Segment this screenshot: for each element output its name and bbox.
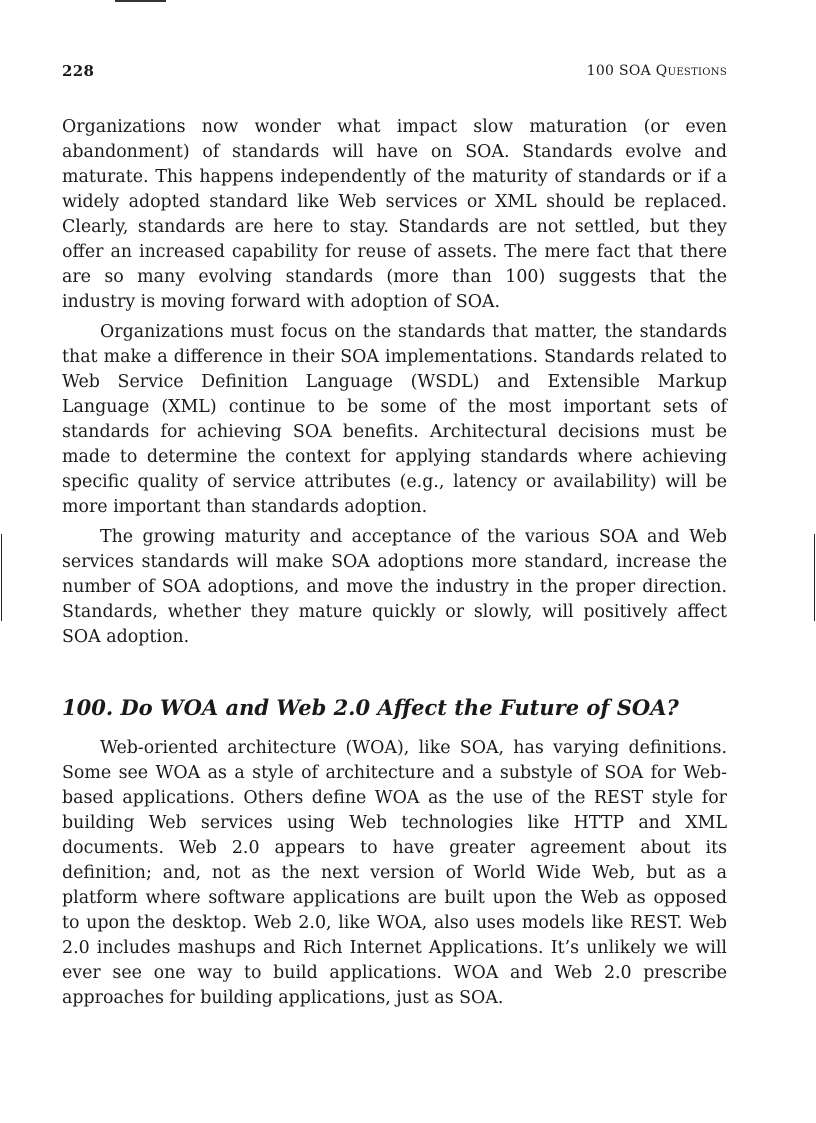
left-edge-mark	[1, 534, 2, 621]
paragraph-standards-adoption: The growing maturity and acceptance of the various SOA and Web services standards will make SOA adoptions more standard, increase the number of SOA adoptions, and move the industry in the proper direction. Standards, whether they mature quickly or slowly, will positively affect SOA adoption.	[62, 527, 727, 647]
section-heading: 100. Do WOA and Web 2.0 Affect the Future of SOA?	[62, 695, 679, 720]
paragraph-woa-web20: Web-oriented architecture (WOA), like SOA, has varying definitions. Some see WOA as a style of architecture and a substyle of SOA for Web-based applications. Others define WOA as the use of the REST style for building Web services using Web technologies like HTTP and XML documents. Web 2.0 appears to have greater agreement about its definition; and, not as the next version of World Wide Web, but as a platform where software applications are built upon the Web as opposed to upon the desktop. Web 2.0, like WOA, also uses models like REST. Web 2.0 includes mashups and Rich Internet Applications. It’s unlikely we will ever see one way to build applications. WOA and Web 2.0 prescribe approaches for building applications, just as SOA.	[62, 738, 727, 1008]
top-rule	[115, 0, 166, 2]
paragraph-standards-maturation: Organizations now wonder what impact slow maturation (or even abandonment) of standards will have on SOA. Standards evolve and maturate. This happens independently of the maturity of standards or if a widely adopted standard like Web services or XML should be replaced. Clearly, standards are here to stay. Standards are not settled, but they offer an increased capability for reuse of assets. The mere fact that there are so many evolving standards (more than 100) suggests that the industry is moving forward with adoption of SOA.	[62, 117, 727, 312]
running-head	[62, 62, 727, 82]
running-title: 100 SOA Questions	[586, 63, 727, 79]
right-edge-mark	[814, 534, 815, 621]
paragraph-standards-focus: Organizations must focus on the standards that matter, the standards that make a difference in their SOA implementations. Standards related to Web Service Definition Language (WSDL) and Extensible Markup Language (XML) continue to be some of the most important sets of standards for achieving SOA benefits. Architectural decisions must be made to determine the context for applying standards where achieving specific quality of service attributes (e.g., latency or availability) will be more important than standards adoption.	[62, 322, 727, 517]
body-text	[62, 115, 727, 1011]
page-number: 228	[62, 62, 95, 80]
